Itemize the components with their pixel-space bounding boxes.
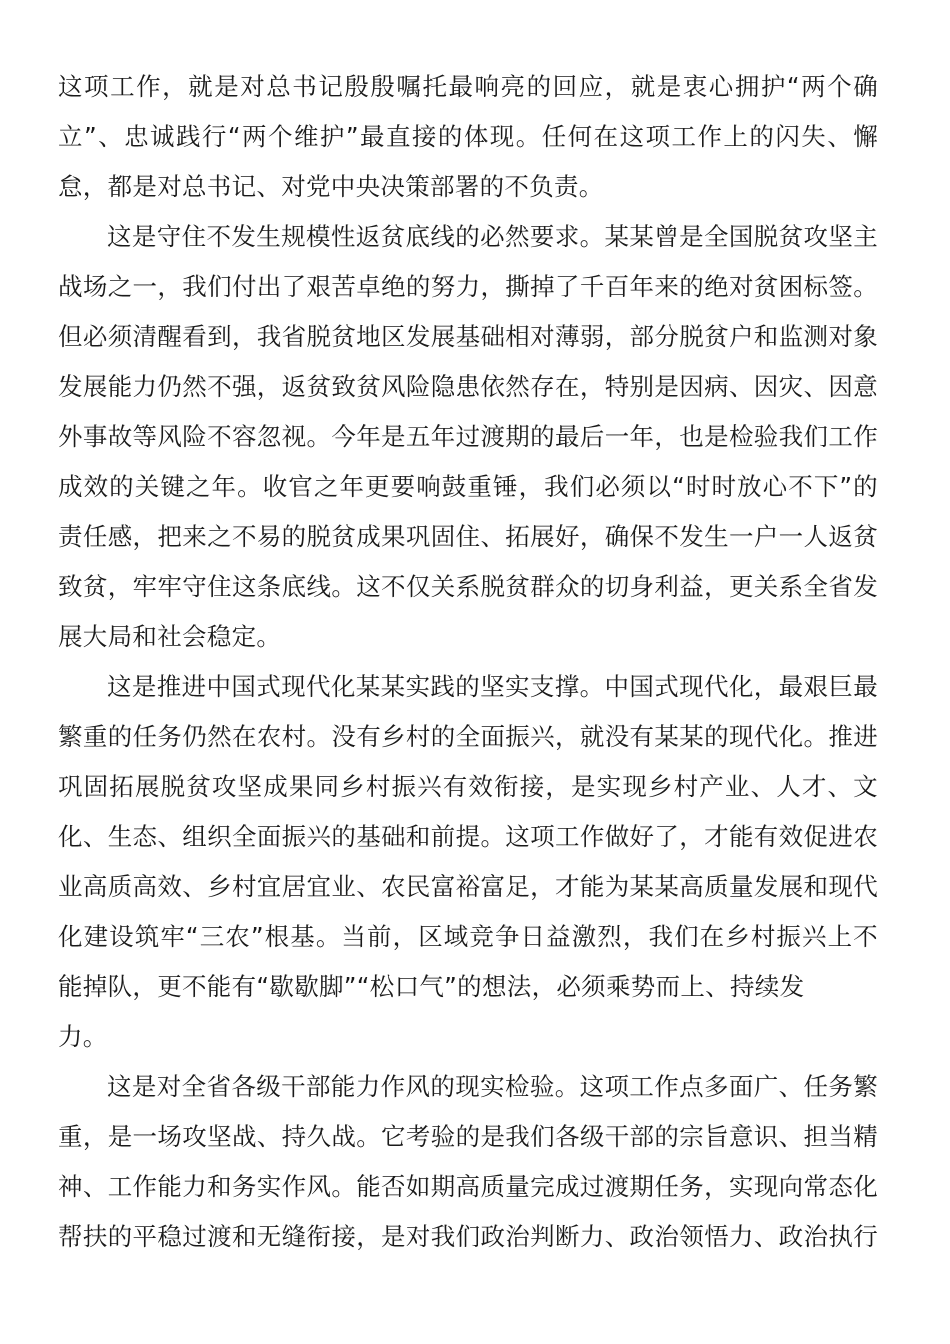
document-body — [58, 62, 878, 1262]
text-line: 巩固拓展脱贫攻坚成果同乡村振兴有效衔接，是实现乡村产业、人才、文 — [58, 772, 878, 801]
text-line: 成效的关键之年。收官之年更要响鼓重锤，我们必须以“时时放心不下”的 — [58, 472, 878, 501]
text-line: 化建设筑牢“三农”根基。当前，区域竞争日益激烈，我们在乡村振兴上不 — [58, 922, 878, 951]
text-line: 化、生态、组织全面振兴的基础和前提。这项工作做好了，才能有效促进农 — [58, 822, 878, 851]
text-line: 战场之一，我们付出了艰苦卓绝的努力，撕掉了千百年来的绝对贫困标签。 — [58, 272, 878, 301]
text-line: 能掉队，更不能有“歇歇脚”“松口气”的想法，必须乘势而上、持续发 — [58, 972, 805, 1001]
text-line: 但必须清醒看到，我省脱贫地区发展基础相对薄弱，部分脱贫户和监测对象 — [58, 322, 878, 351]
text-line: 重，是一场攻坚战、持久战。它考验的是我们各级干部的宗旨意识、担当精 — [58, 1122, 878, 1151]
paragraph-start-line: 这是推进中国式现代化某某实践的坚实支撑。中国式现代化，最艰巨最 — [107, 672, 878, 701]
paragraph-start-line: 这是对全省各级干部能力作风的现实检验。这项工作点多面广、任务繁 — [107, 1072, 878, 1101]
text-line: 帮扶的平稳过渡和无缝衔接，是对我们政治判断力、政治领悟力、政治执行 — [58, 1222, 878, 1251]
text-line: 责任感，把来之不易的脱贫成果巩固住、拓展好，确保不发生一户一人返贫 — [58, 522, 878, 551]
paragraph-start-line: 这是守住不发生规模性返贫底线的必然要求。某某曾是全国脱贫攻坚主 — [107, 222, 878, 251]
text-line: 展大局和社会稳定。 — [58, 622, 282, 651]
text-line: 神、工作能力和务实作风。能否如期高质量完成过渡期任务，实现向常态化 — [58, 1172, 878, 1201]
text-line: 发展能力仍然不强，返贫致贫风险隐患依然存在，特别是因病、因灾、因意 — [58, 372, 878, 401]
text-line: 力。 — [58, 1022, 108, 1051]
text-line: 怠，都是对总书记、对党中央决策部署的不负责。 — [58, 172, 604, 201]
text-line: 这项工作，就是对总书记殷殷嘱托最响亮的回应，就是衷心拥护“两个确 — [58, 72, 878, 101]
text-line: 立”、忠诚践行“两个维护”最直接的体现。任何在这项工作上的闪失、懈 — [58, 122, 878, 151]
text-line: 致贫，牢牢守住这条底线。这不仅关系脱贫群众的切身利益，更关系全省发 — [58, 572, 878, 601]
text-line: 业高质高效、乡村宜居宜业、农民富裕富足，才能为某某高质量发展和现代 — [58, 872, 878, 901]
text-line: 繁重的任务仍然在农村。没有乡村的全面振兴，就没有某某的现代化。推进 — [58, 722, 878, 751]
text-line: 外事故等风险不容忽视。今年是五年过渡期的最后一年，也是检验我们工作 — [58, 422, 878, 451]
